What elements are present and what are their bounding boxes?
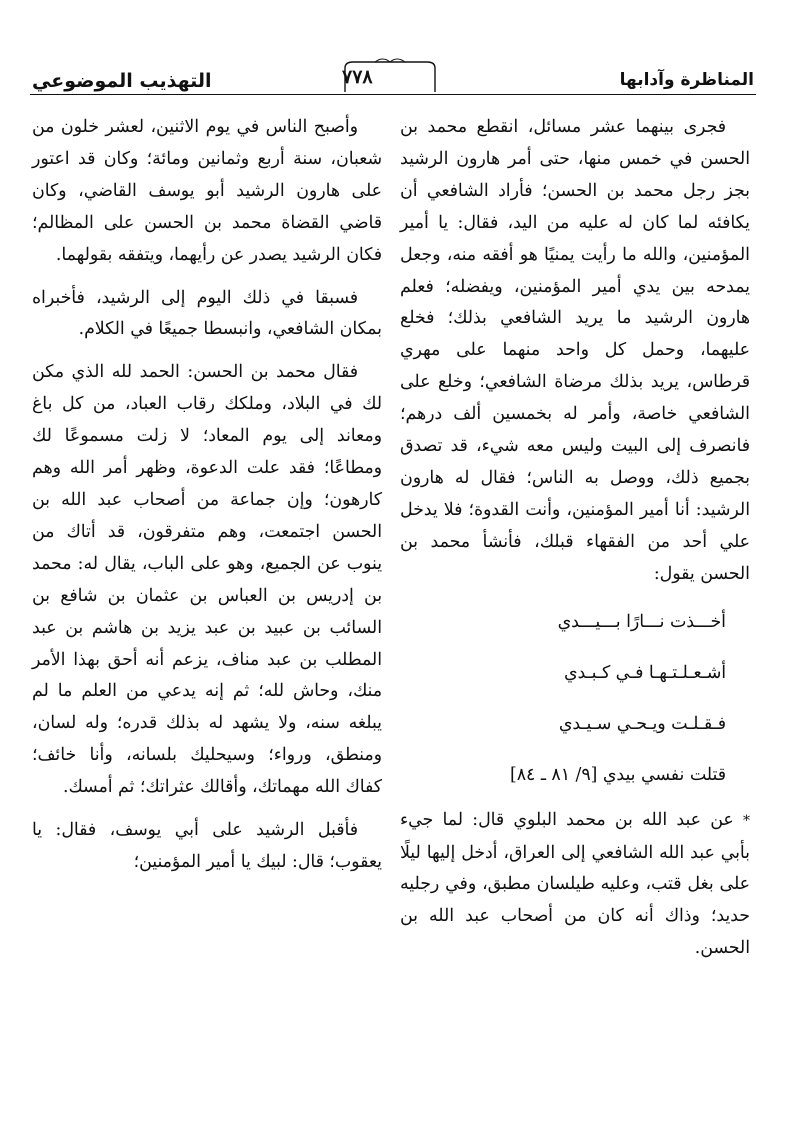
poem-verse-3: فـقـلـت ويـحـي سـيـدي (558, 713, 726, 734)
left-paragraph-4: فأقبل الرشيد على أبي يوسف، فقال: يا يعقوب؛ قال: لبيك يا أمير المؤمنين؛ (32, 820, 382, 872)
poem-verse-1: أخـــذت نـــارًا بـــيـــدي (557, 611, 726, 632)
right-column (400, 112, 750, 976)
right-paragraph-1: فجرى بينهما عشر مسائل، انقطع محمد بن الحسن في خمس منها، حتى أمر هارون الرشيد بجز رجل محمد بن الحسن؛ فأراد الشافعي أن يكافئه لما كان له عليه من اليد، فقال: يا أمير المؤمنين، والله ما رأيت يمنيًا هو أفقه منه، وجعل يمدحه بين يدي أمير المؤمنين، ويفضله؛ فعلم هارون الرشيد ما يريد الشافعي بذلك؛ فخلع عليهما، وحمل كل واحد منهما على مهري قرطاس، يريد بذلك مرضاة الشافعي؛ وخلع على الشافعي خاصة، وأمر له بخمسين ألف درهم؛ فانصرف إلى البيت وليس معه شيء، قد تصدق بجميع ذلك، ووصل به الناس؛ فقال له هارون الرشيد: أنا أمير المؤمنين، وأنت القدوة؛ فلا يدخل علي أحد من الفقهاء قبلك، فأنشأ محمد بن الحسن يقول: (400, 117, 750, 584)
right-paragraph-2 (400, 805, 750, 966)
left-paragraph-3: فقال محمد بن الحسن: الحمد لله الذي مكن لك في البلاد، وملكك رقاب العباد، من كل باغ ومعاند إلى يوم المعاد؛ لا زلت مسموعًا لك ومطاعًا؛ فقد علت الدعوة، وظهر أمر الله وهم كارهون؛ وإن جماعة من أصحاب عبد الله بن الحسن اجتمعت، وهم متفرقون، قد أتاك من ينوب عن الجميع، وهو على الباب، يقال له: محمد بن إدريس بن العباس بن عثمان بن شافع بن السائب بن عبيد بن عبد يزيد بن هاشم بن عبد المطلب بن عبد مناف، يزعم أنه أحق بهذا الأمر منك، وحاش لله؛ ثم إنه يدعي من العلم ما لم يبلغه سنه، ولا يشهد له بذلك قدره؛ وله لسان، ومنطق، ورواء؛ وسيحليك بلسانه، وأنا خائف؛ كفاك الله مهماتك، وأقالك عثراتك؛ ثم أمسك. (32, 362, 382, 798)
chapter-title: المناظرة وآدابها (619, 70, 754, 90)
right-paragraph-2-text: عن عبد الله بن محمد البلوي قال: لما جيء بأبي عبد الله الشافعي إلى العراق، أدخل إليها ليلًا على بغل قتب، وعليه طيلسان مطبق، وفي رجليه حديد؛ وذاك أنه كان من أصحاب عبد الله بن الحسن. (400, 809, 750, 959)
left-column (32, 112, 382, 890)
poem-verse-2: أشـعـلـتـهـا فـي كـبـدي (564, 662, 726, 683)
left-paragraph-1: وأصبح الناس في يوم الاثنين، لعشر خلون من شعبان، سنة أربع وثمانين ومائة؛ وكان قد اعتور على هارون الرشيد أبو يوسف القاضي، وكان قاضي القضاة محمد بن الحسن على المظالم؛ فكان الرشيد يصدر عن رأيهما، ويتفقه بقولهما. (32, 117, 382, 265)
page-header (30, 56, 756, 96)
header-rule (30, 94, 756, 95)
left-paragraph-2: فسبقا في ذلك اليوم إلى الرشيد، فأخبراه بمكان الشافعي، وانبسطا جميعًا في الكلام. (32, 287, 382, 340)
poem-verse-4: قتلت نفسي بيدي [٩/ ٨١ ـ ٨٤] (510, 764, 726, 785)
book-title: التهذيب الموضوعي (32, 70, 212, 92)
poem (400, 602, 750, 795)
asterisk-marker: * (743, 812, 750, 829)
page-number: ٧٧٨ (342, 66, 373, 88)
